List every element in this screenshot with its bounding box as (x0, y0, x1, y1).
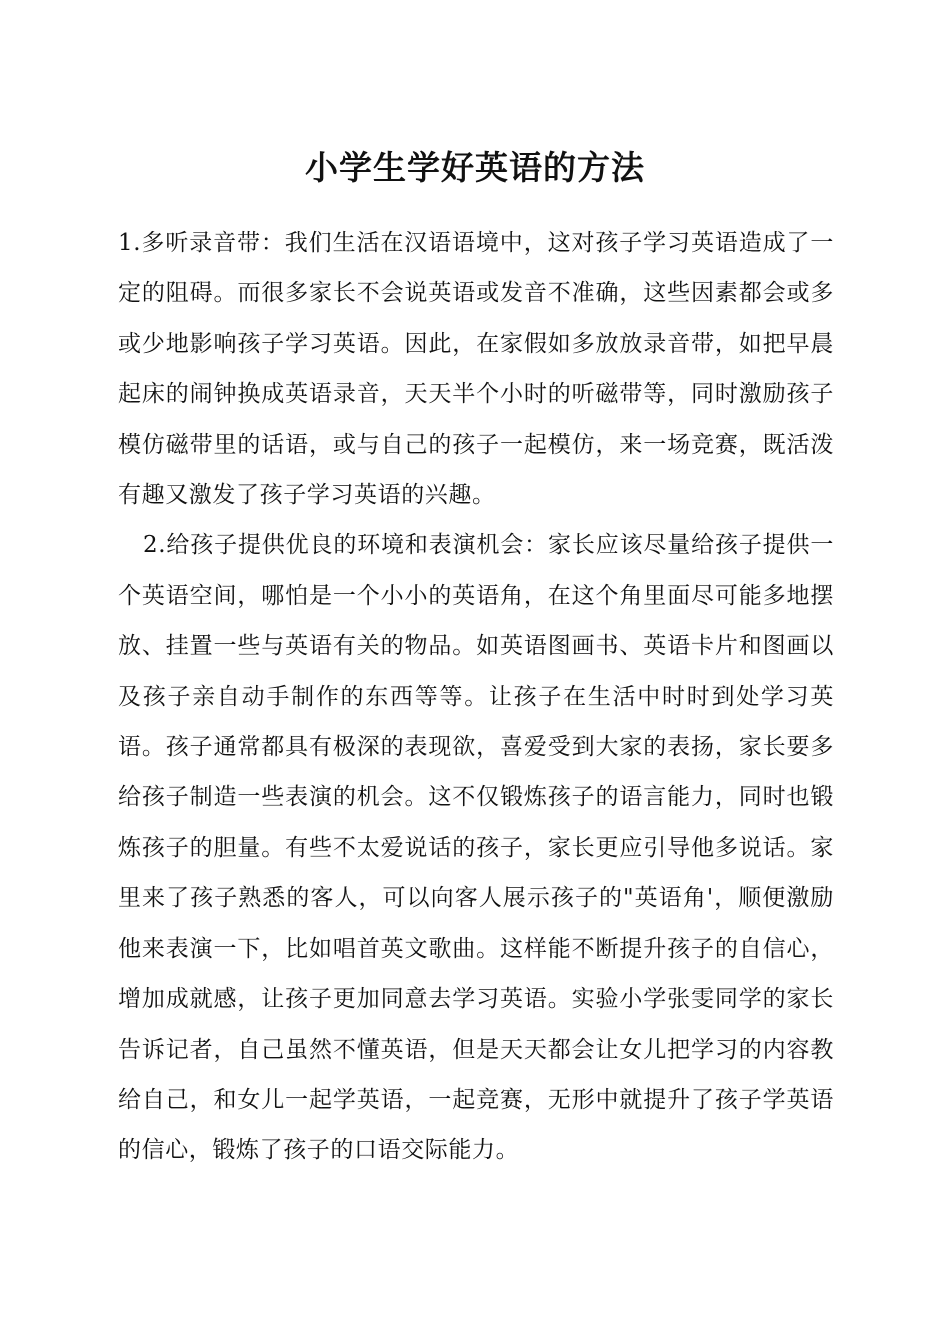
paragraph-listen-tapes: 1.多听录音带：我们生活在汉语语境中，这对孩子学习英语造成了一定的阻碍。而很多家长不会说英语或发音不准确，这些因素都会或多或少地影响孩子学习英语。因此，在家假如多放放录音带，如把早晨起床的闹钟换成英语录音，天天半个小时的听磁带等，同时激励孩子模仿磁带里的话语，或与自己的孩子一起模仿，来一场竞赛，既活泼有趣又激发了孩子学习英语的兴趣。 (118, 230, 834, 509)
document-title: 小学生学好英语的方法 (305, 148, 645, 187)
document-body (118, 218, 834, 1176)
paragraph-environment-performance: 2.给孩子提供优良的环境和表演机会：家长应该尽量给孩子提供一个英语空间，哪怕是一个小小的英语角，在这个角里面尽可能多地摆放、挂置一些与英语有关的物品。如英语图画书、英语卡片和图画以及孩子亲自动手制作的东西等等。让孩子在生活中时时到处学习英语。孩子通常都具有极深的表现欲，喜爱受到大家的表扬，家长要多给孩子制造一些表演的机会。这不仅锻炼孩子的语言能力，同时也锻炼孩子的胆量。有些不太爱说话的孩子，家长更应引导他多说话。家里来了孩子熟悉的客人，可以向客人展示孩子的"英语角'，顺便激励他来表演一下，比如唱首英文歌曲。这样能不断提升孩子的自信心，增加成就感，让孩子更加同意去学习英语。实验小学张雯同学的家长告诉记者，自己虽然不懂英语，但是天天都会让女儿把学习的内容教给自己，和女儿一起学英语，一起竞赛，无形中就提升了孩子学英语的信心，锻炼了孩子的口语交际能力。 (118, 532, 834, 1164)
